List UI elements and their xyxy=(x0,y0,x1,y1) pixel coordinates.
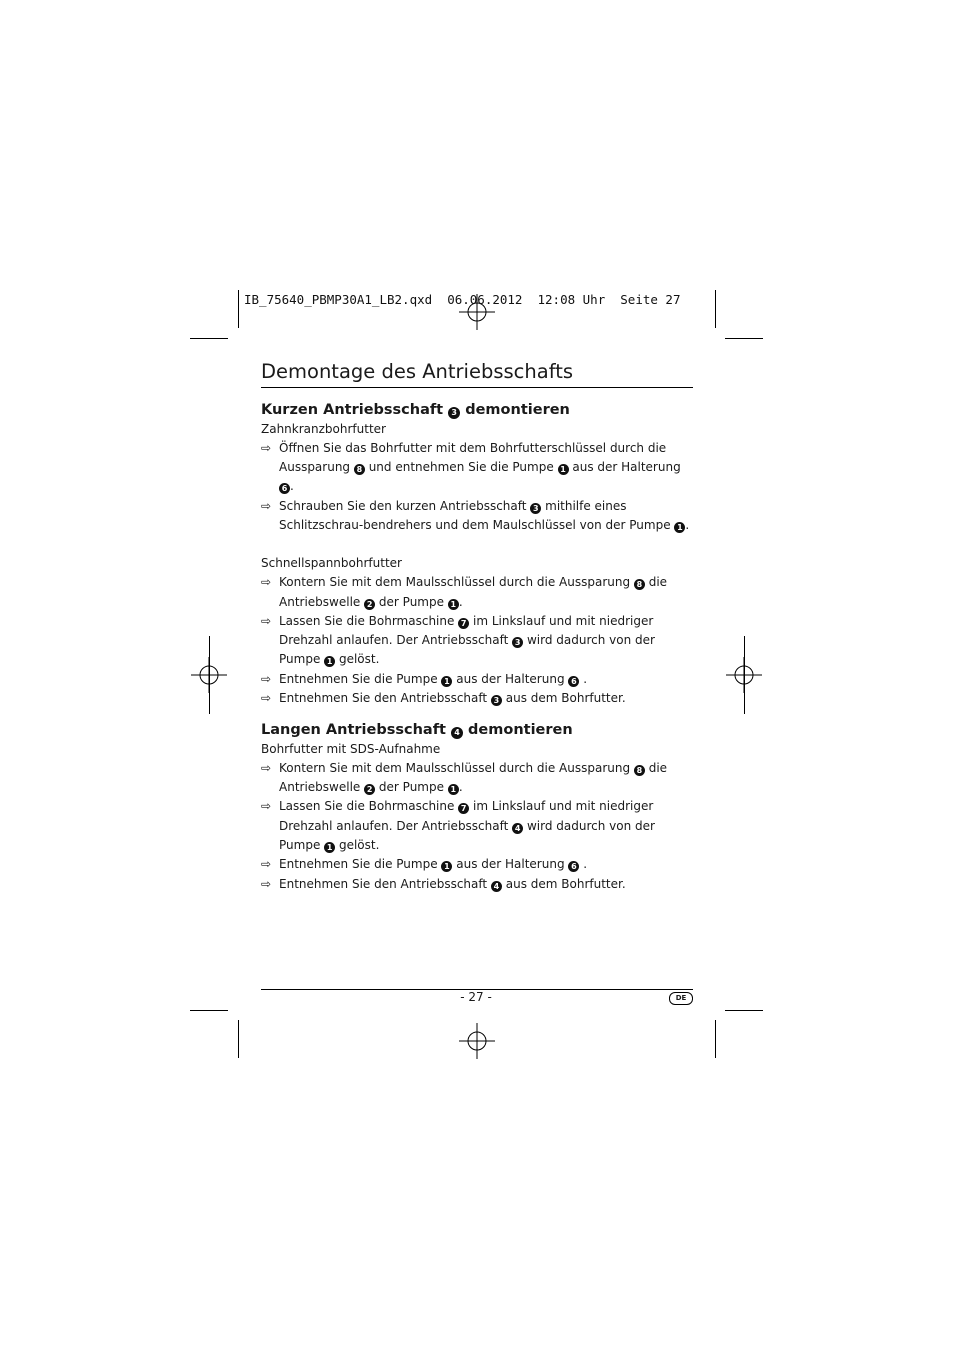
arrow-right-icon: ⇨ xyxy=(261,691,272,706)
instruction-text: Schrauben Sie den kurzen Antriebsschaft 3 mithilfe eines Schlitzschrau-bendrehers und dem Maulschlüssel von der Pumpe 1 . xyxy=(279,498,690,532)
ref-number-icon: 7 xyxy=(458,618,469,629)
section-heading: Langen Antriebsschaft 4 demontieren xyxy=(261,722,573,739)
instruction-text: Lassen Sie die Bohrmaschine 7 im Linkslauf und mit niedriger Drehzahl anlaufen. Der Antriebsschaft 3 wird dadurch von der Pumpe 1 gelöst. xyxy=(279,613,655,667)
instruction-text: Entnehmen Sie die Pumpe 1 aus der Halterung 6 . xyxy=(279,857,588,872)
crop-mark xyxy=(725,1010,763,1011)
instruction-item xyxy=(261,855,693,874)
language-badge: DE xyxy=(669,992,693,1005)
arrow-right-icon: ⇨ xyxy=(261,760,272,775)
instruction-text: Kontern Sie mit dem Maulsschlüssel durch die Aussparung 8 die Antriebswelle 2 der Pumpe 1 . xyxy=(279,760,668,795)
instruction-text: Entnehmen Sie den Antriebsschaft 4 aus dem Bohrfutter. xyxy=(279,876,626,891)
ref-number-icon: 3 xyxy=(448,407,460,419)
instruction-text: Entnehmen Sie den Antriebsschaft 3 aus dem Bohrfutter. xyxy=(279,691,626,706)
instruction-text: Öffnen Sie das Bohrfutter mit dem Bohrfutterschlüssel durch die Aussparung 8 und entnehmen Sie die Pumpe 1 aus der Halterung 6 . xyxy=(279,440,681,494)
instruction-item xyxy=(261,759,693,798)
ref-number-icon: 6 xyxy=(279,483,290,494)
print-slug: IB_75640_PBMP30A1_LB2.qxd 06.06.2012 12:08 Uhr Seite 27 xyxy=(244,292,681,307)
crop-mark xyxy=(209,636,210,714)
crop-mark xyxy=(190,338,228,339)
crop-mark xyxy=(238,290,239,328)
instruction-list xyxy=(261,759,693,894)
instruction-item xyxy=(261,439,693,497)
ref-number-icon: 8 xyxy=(354,464,365,475)
arrow-right-icon: ⇨ xyxy=(261,857,272,872)
ref-number-icon: 7 xyxy=(458,803,469,814)
instruction-text: Entnehmen Sie die Pumpe 1 aus der Halterung 6 . xyxy=(279,671,588,686)
ref-number-icon: 4 xyxy=(451,727,463,739)
ref-number-icon: 8 xyxy=(634,579,645,590)
ref-number-icon: 6 xyxy=(568,676,579,687)
ref-number-icon: 4 xyxy=(512,823,523,834)
ref-number-icon: 8 xyxy=(634,765,645,776)
arrow-right-icon: ⇨ xyxy=(261,440,272,455)
instruction-item xyxy=(261,797,693,855)
ref-number-icon: 1 xyxy=(441,861,452,872)
arrow-right-icon: ⇨ xyxy=(261,671,272,686)
ref-number-icon: 1 xyxy=(448,784,459,795)
ref-number-icon: 4 xyxy=(491,881,502,892)
crop-mark xyxy=(715,1020,716,1058)
crop-mark xyxy=(725,338,763,339)
arrow-right-icon: ⇨ xyxy=(261,498,272,513)
instruction-text: Kontern Sie mit dem Maulsschlüssel durch die Aussparung 8 die Antriebswelle 2 der Pumpe 1 . xyxy=(279,575,668,609)
instruction-item xyxy=(261,573,693,612)
instruction-item xyxy=(261,875,693,894)
ref-number-icon: 3 xyxy=(512,637,523,648)
crop-mark xyxy=(744,636,745,714)
registration-mark-icon xyxy=(459,1023,495,1059)
ref-number-icon: 1 xyxy=(448,599,459,610)
instruction-list xyxy=(261,439,693,535)
ref-number-icon: 2 xyxy=(364,599,375,610)
instruction-item xyxy=(261,612,693,670)
ref-number-icon: 3 xyxy=(530,503,541,514)
ref-number-icon: 1 xyxy=(674,522,685,533)
section-short-shaft xyxy=(261,402,693,708)
ref-number-icon: 3 xyxy=(491,695,502,706)
instruction-item xyxy=(261,497,693,536)
ref-number-icon: 1 xyxy=(441,676,452,687)
instruction-list xyxy=(261,573,693,708)
ref-number-icon: 6 xyxy=(568,861,579,872)
ref-number-icon: 1 xyxy=(558,464,569,475)
subsection-label: Bohrfutter mit SDS-Aufnahme xyxy=(261,741,441,756)
instruction-item xyxy=(261,689,693,708)
crop-mark xyxy=(238,1020,239,1058)
crop-mark xyxy=(190,1010,228,1011)
arrow-right-icon: ⇨ xyxy=(261,575,272,590)
subsection-label: Schnellspannbohrfutter xyxy=(261,556,402,571)
ref-number-icon: 1 xyxy=(324,656,335,667)
crop-mark xyxy=(715,290,716,328)
arrow-right-icon: ⇨ xyxy=(261,799,272,814)
ref-number-icon: 2 xyxy=(364,784,375,795)
instruction-item xyxy=(261,670,693,689)
section-heading: Kurzen Antriebsschaft 3 demontieren xyxy=(261,402,570,419)
instruction-text: Lassen Sie die Bohrmaschine 7 im Linkslauf und mit niedriger Drehzahl anlaufen. Der Antriebsschaft 4 wird dadurch von der Pumpe 1 gelöst. xyxy=(279,799,655,852)
page-content xyxy=(261,360,693,894)
subsection-label: Zahnkranzbohrfutter xyxy=(261,421,386,436)
ref-number-icon: 1 xyxy=(324,842,335,853)
arrow-right-icon: ⇨ xyxy=(261,613,272,628)
page-number: - 27 - xyxy=(460,990,492,1004)
arrow-right-icon: ⇨ xyxy=(261,876,272,891)
page-title: Demontage des Antriebsschafts xyxy=(261,360,693,388)
section-long-shaft xyxy=(261,722,693,893)
